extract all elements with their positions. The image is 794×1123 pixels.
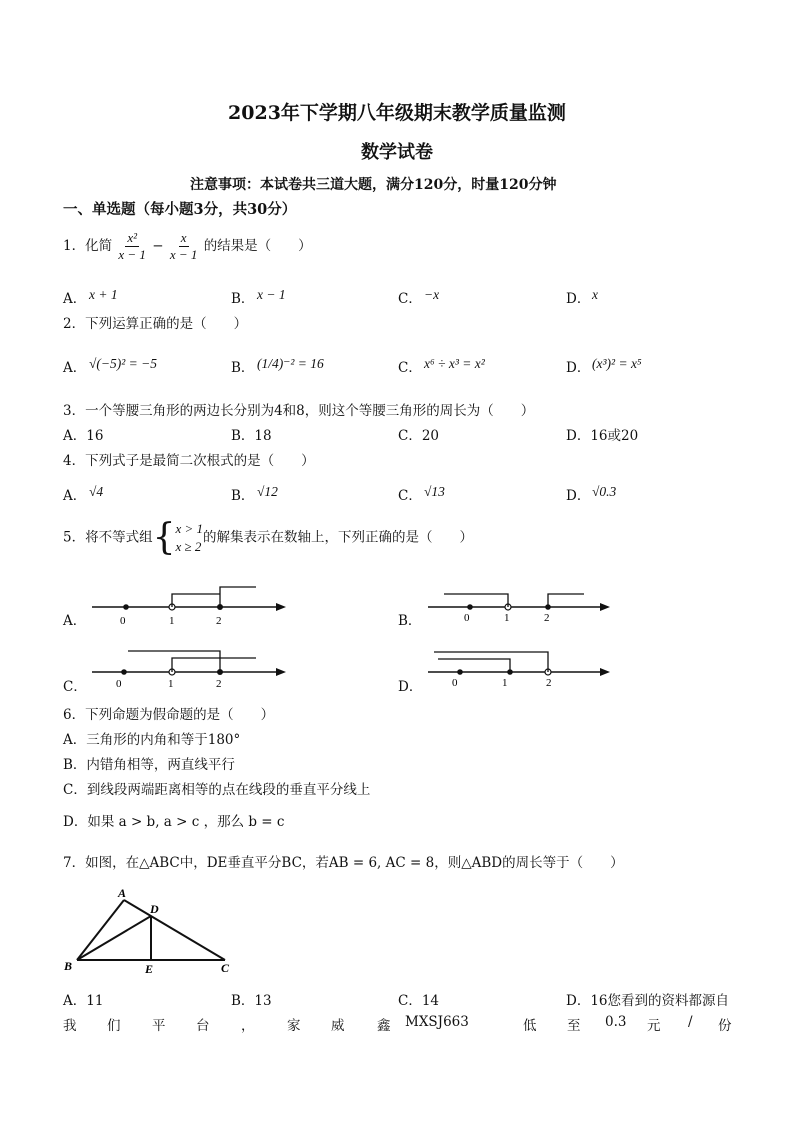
q5-number-line-b [424,580,620,630]
footer-word: 威 [331,1018,345,1034]
point-label-c: C [221,961,230,975]
q1-frac1-den: x − 1 [118,247,146,262]
footer-word: 我 [63,1018,77,1034]
q5-inequality-system [176,520,204,556]
q7-triangle-figure [58,884,242,976]
tick-label-2: 2 [546,677,552,689]
question-2: 2．下列运算正确的是（ ） [63,316,248,332]
exam-subtitle: 数学试卷 [361,142,433,163]
q1-prefix: 1．化简 [63,238,113,254]
q6-option-a: A．三角形的内角和等于180° [63,732,241,748]
question-6: 6．下列命题为假命题的是（ ） [63,707,275,723]
q2-option-a-label: A． [63,360,87,376]
q2-option-c-label: C． [398,360,422,376]
footer-word: 家 [287,1018,301,1034]
q2-option-a-expr: √(−5)² = −5 [89,356,158,371]
q1-option-a-label: A． [63,291,87,307]
question-4: 4．下列式子是最简二次根式的是（ ） [63,453,315,469]
footer-word: 元 [647,1018,661,1034]
q7-option-c: C．14 [398,993,440,1009]
q4-option-a-expr: √4 [89,484,104,499]
footer-word: / [688,1014,693,1030]
q1-option-d-value: x [592,287,598,302]
point-label-e: E [145,962,154,976]
arrow-icon [600,603,610,611]
q5-prefix: 5．将不等式组 [63,529,153,546]
q6-option-d: D．如果 a > b, a > c ，那么 b = c [63,814,285,830]
q4-option-d-label: D． [566,488,591,504]
footer-word: 鑫 [377,1018,391,1034]
q2-option-b-expr: (1/4)⁻² = 16 [257,356,324,371]
point-label-a: A [118,886,127,900]
tick-label-1: 1 [502,677,508,689]
q5-suffix: 的解集表示在数轴上，下列正确的是（ ） [203,529,474,546]
question-3: 3．一个等腰三角形的两边长分别为4和8，则这个等腰三角形的周长为（ ） [63,403,535,419]
arrow-icon [276,668,286,676]
footer-word: 台 [196,1018,210,1034]
q1-option-d-label: D． [566,291,591,307]
q2-option-c-expr: x⁶ ÷ x³ = x² [424,356,485,371]
tick-label-0: 0 [120,615,126,627]
q4-option-b-label: B． [231,488,255,504]
brace-icon: { [152,517,176,558]
q1-option-a-value: x + 1 [89,287,118,302]
footer-word: 低 [523,1018,537,1034]
q7-option-b: B．13 [231,993,272,1009]
tick-label-2: 2 [544,612,550,624]
q5-line-2: x ≥ 2 [175,539,202,554]
tick-label-1: 1 [169,615,175,627]
q2-option-d-expr: (x³)² = x⁵ [592,356,642,371]
q5-number-line-c [88,645,292,695]
q1-option-b-value: x − 1 [257,287,286,302]
q1-option-c-value: −x [424,287,440,302]
q2-option-d-label: D． [566,360,591,376]
q1-minus: − [152,238,164,254]
exam-title: 2023年下学期八年级期末教学质量监测 [228,102,566,124]
question-5 [63,517,474,558]
question-1 [63,231,312,262]
q1-option-c-label: C． [398,291,422,307]
q1-fraction-2 [168,231,200,262]
tick-label-0: 0 [452,677,458,689]
q1-suffix: 的结果是（ ） [203,238,312,254]
q1-frac1-num: x² [127,230,137,245]
footer-word: 0.3 [605,1014,627,1030]
footer-word: 平 [152,1018,166,1034]
q5-option-c-label: C． [63,679,87,695]
q4-option-c-expr: √13 [424,484,445,499]
q6-option-b: B．内错角相等，两直线平行 [63,757,235,773]
q3-option-c: C．20 [398,428,440,444]
point-label-b: B [64,959,73,973]
exam-notice: 注意事项：本试卷共三道大题，满分120分，时量120分钟 [190,177,557,193]
tick-label-2: 2 [216,615,222,627]
q7-option-a: A．11 [63,993,104,1009]
arrow-icon [276,603,286,611]
q5-option-d-label: D． [398,679,423,695]
q4-option-b-expr: √12 [257,484,278,499]
q1-frac2-den: x − 1 [169,247,198,262]
question-7: 7．如图，在△ABC中，DE垂直平分BC，若AB = 6, AC = 8，则△ABD的周长等于（ ） [63,855,624,871]
footer-word: 份 [718,1018,732,1034]
footer-word: 们 [107,1018,121,1034]
tick-label-1: 1 [168,678,174,690]
tick-label-1: 1 [504,612,510,624]
q3-option-a: A．16 [63,428,104,444]
tick-label-2: 2 [216,678,222,690]
q5-number-line-d [424,645,620,695]
footer-word: 至 [567,1018,581,1034]
q1-fraction-1 [116,231,148,262]
q5-option-a-label: A． [63,613,87,629]
footer-word: ， [241,1018,255,1034]
tick-label-0: 0 [116,678,122,690]
q4-option-d-expr: √0.3 [592,484,617,499]
q4-option-c-label: C． [398,488,422,504]
q5-option-b-label: B． [398,613,422,629]
q4-option-a-label: A． [63,488,87,504]
q3-option-b: B．18 [231,428,272,444]
arrow-icon [600,668,610,676]
q1-option-b-label: B． [231,291,255,307]
q5-number-line-a [88,580,292,630]
q3-option-d: D．16或20 [566,428,639,444]
section-heading: 一、单选题（每小题3分，共30分） [63,201,297,218]
tick-label-0: 0 [464,612,470,624]
q7-option-d: D．16您看到的资料都源自 [566,993,730,1009]
q2-option-b-label: B． [231,360,255,376]
q1-frac2-num: x [180,230,187,245]
footer-word: MXSJ663 [405,1014,469,1030]
q5-line-1: x > 1 [175,521,204,536]
q6-option-c: C．到线段两端距离相等的点在线段的垂直平分线上 [63,782,371,798]
point-label-d: D [150,902,159,916]
